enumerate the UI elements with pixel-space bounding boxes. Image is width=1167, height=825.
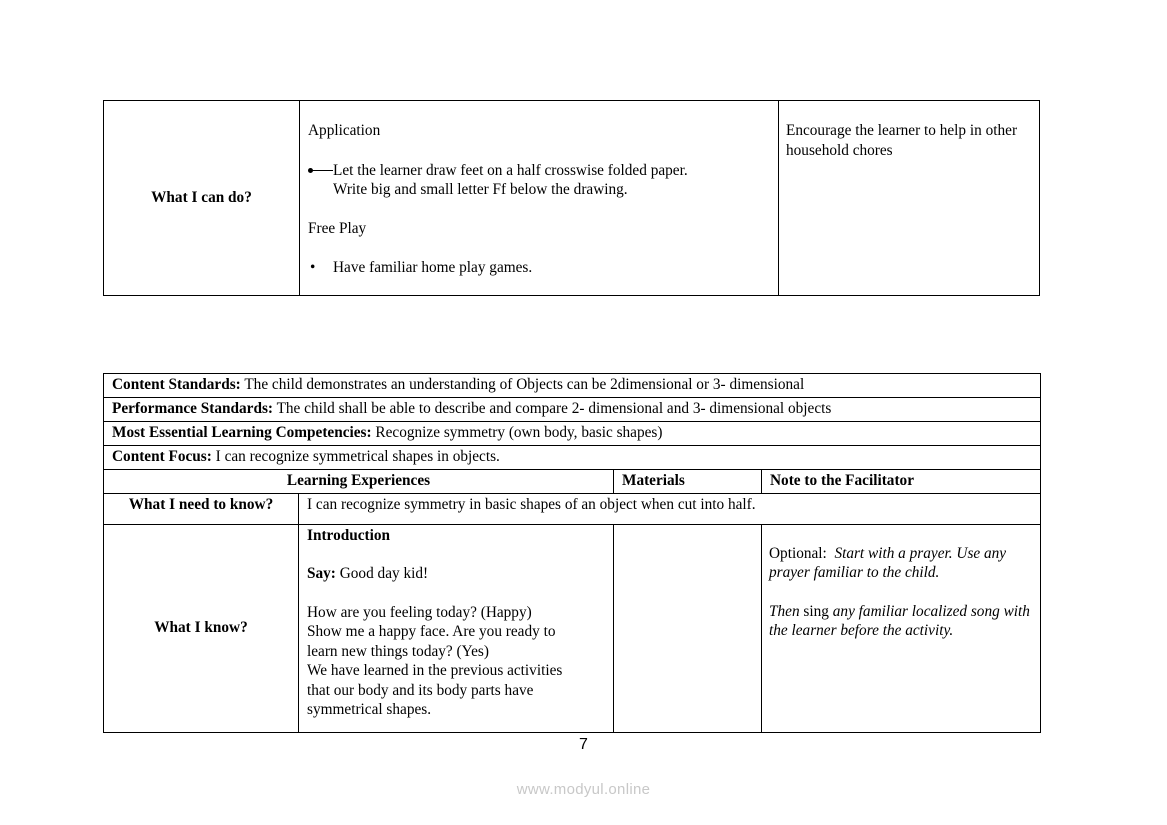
- list-item: Let the learner draw feet on a half crosswise folded paper. Write big and small letter Ff below the drawing.: [308, 161, 770, 200]
- table-row: [104, 493, 1041, 524]
- materials-cell: [614, 524, 762, 732]
- watermark: www.modyul.online: [516, 781, 651, 798]
- content-standards: Content Standards: The child demonstrates an understanding of Objects can be 2dimensional or 3- dimensional: [104, 374, 1041, 398]
- list-item: • Have familiar home play games.: [310, 259, 533, 276]
- table-row: [104, 374, 1041, 398]
- section-heading-application: Application: [308, 122, 381, 139]
- note-optional: Optional: Start with a prayer. Use any prayer familiar to the child.: [769, 544, 1007, 581]
- row-label: What I need to know?: [104, 493, 299, 524]
- row-label: What I can do?: [104, 101, 300, 296]
- table-row: [104, 101, 1040, 296]
- table-header-row: [104, 470, 1041, 494]
- need-to-know-text: I can recognize symmetry in basic shapes of an object when cut into half.: [299, 493, 1041, 524]
- facilitator-note-cell: Encourage the learner to help in other household chores: [779, 101, 1040, 296]
- section-heading-introduction: Introduction: [307, 526, 391, 544]
- content-focus: Content Focus: I can recognize symmetrical shapes in objects.: [104, 446, 1041, 470]
- activity-cell: [300, 101, 779, 296]
- note-song: Then sing any familiar localized song with the learner before the activity.: [769, 602, 1030, 639]
- column-header-materials: Materials: [614, 470, 762, 494]
- table-row: [104, 422, 1041, 446]
- table-row: [104, 398, 1041, 422]
- facilitator-note-cell: [762, 524, 1041, 732]
- bullet-icon: •: [310, 259, 316, 276]
- column-header-learning-experiences: Learning Experiences: [104, 470, 614, 494]
- table-row: [104, 524, 1041, 732]
- bullet-dash-icon: [309, 170, 333, 171]
- column-header-note: Note to the Facilitator: [762, 470, 1041, 494]
- page-number: 7: [579, 736, 588, 753]
- learning-competencies: Most Essential Learning Competencies: Recognize symmetry (own body, basic shapes): [104, 422, 1041, 446]
- section-heading-free-play: Free Play: [308, 219, 367, 237]
- table-row: [104, 446, 1041, 470]
- say-line: Say: Good day kid!: [307, 565, 429, 582]
- introduction-cell: Introduction Say: Good day kid! How are you feeling today? (Happy) Show me a happy face. Are you ready to learn new things today? (Yes) We have learned in the previous activities that our body and its body parts have symmetrical shapes.: [299, 524, 614, 732]
- lesson-plan-table: [103, 373, 1041, 733]
- row-label: What I know?: [104, 524, 299, 732]
- activity-table-what-i-can-do: [103, 100, 1040, 296]
- performance-standards: Performance Standards: The child shall be able to describe and compare 2- dimensional and 3- dimensional objects: [104, 398, 1041, 422]
